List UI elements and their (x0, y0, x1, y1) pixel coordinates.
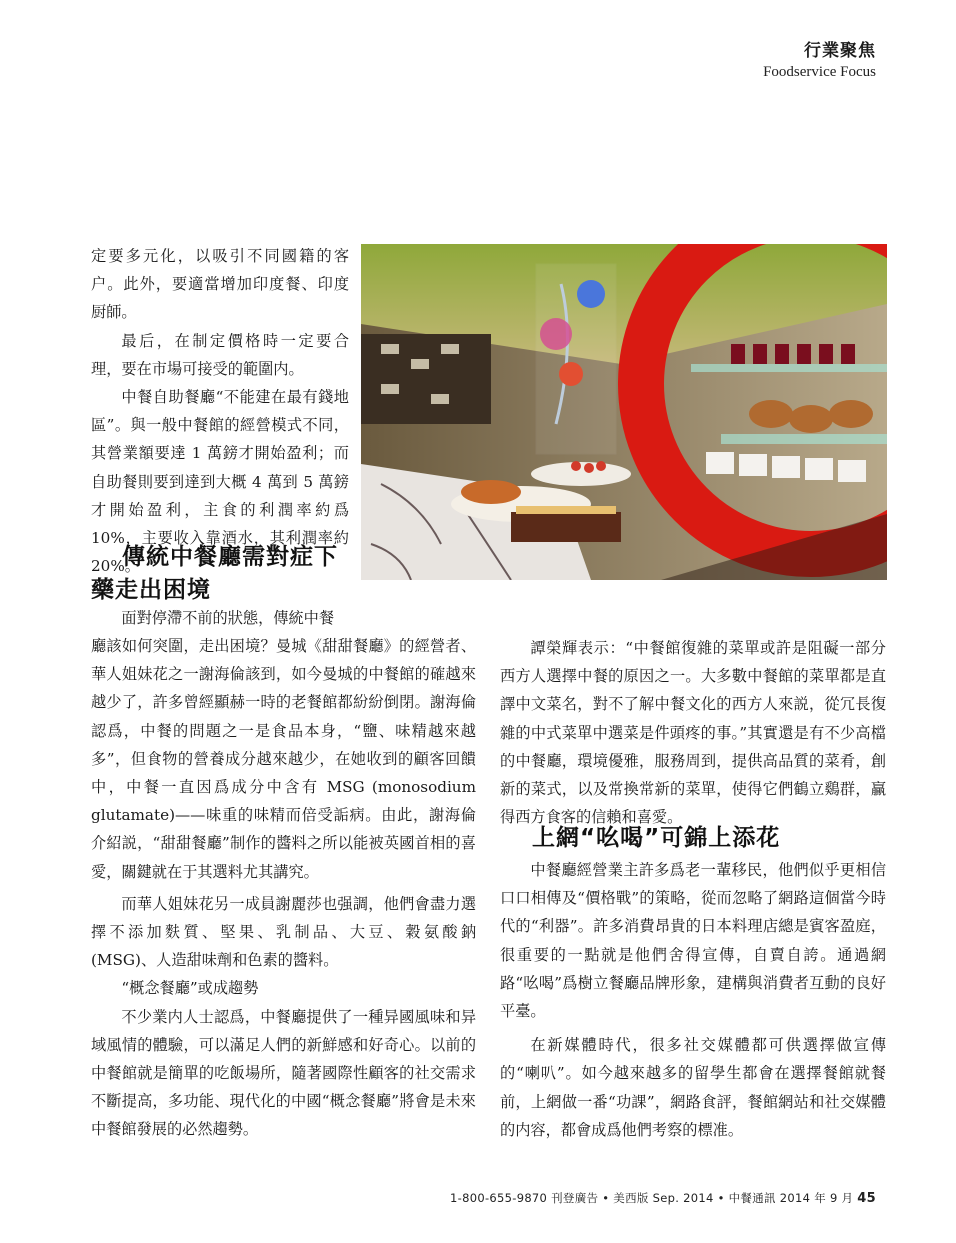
page-footer (450, 1190, 876, 1206)
right-column-top (500, 634, 886, 831)
paragraph: 譚榮輝表示：“中餐館復雜的菜單或許是阻礙一部分西方人選擇中餐的原因之一。大多數中餐館的菜單都是直譯中文菜名，對不了解中餐文化的西方人來説，從冗長復雜的中式菜單中選菜是件頭疼的事。”其實還是有不少高檔的中餐廳，環境優雅，服務周到，提供高品質的菜肴，創新的菜式，以及常換常新的菜單，使得它們鶴立鷄群，贏得西方食客的信賴和喜愛。 (500, 639, 886, 827)
paragraph: 不少業内人士認爲，中餐廳提供了一種异國風味和异域風情的體驗，可以滿足人們的新鮮感和好奇心。以前的中餐館就是簡單的吃飯場所，隨著國際性顧客的社交需求不斷提高，多功能、現代化的中國“概念餐廳”將會是未來中餐館發展的必然趨勢。 (91, 1007, 476, 1139)
section-heading-1-line2: 藥走出困境 (91, 577, 211, 603)
restaurant-photo (361, 244, 887, 580)
paragraph: 中餐廳經營業主許多爲老一輩移民，他們似乎更相信口口相傳及“價格戰”的策略，從而忽略了網路這個當今時代的“利器”。許多消費昂貴的日本料理店總是賓客盈庭，很重要的一點就是他們舍得宣傳，自賣自誇。通過網路“吆喝”爲樹立餐廳品牌形象，建構與消費者互動的良好平臺。 (500, 861, 886, 1021)
section-heading-1-line1: 傳統中餐廳需對症下 (122, 544, 338, 570)
paragraph: 而華人姐妹花另一成員謝麗莎也强調，他們會盡力選擇不添加麩質、堅果、乳制品、大豆、穀氨酸鈉 (MSG)、人造甜味劑和色素的醬料。 (91, 894, 476, 970)
paragraph: 在新媒體時代，很多社交媒體都可供選擇做宣傳的“喇叭”。如今越來越多的留學生都會在選擇餐館就餐前，上網做一番“功課”，網路食評，餐館網站和社交媒體的内容，都會成爲他們考察的標准。 (500, 1036, 886, 1139)
paragraph-start: 面對停滯不前的狀態，傳統中餐 (121, 609, 335, 627)
paragraph: 最后，在制定價格時一定要合理，要在市場可接受的範圍内。 (91, 331, 349, 378)
left-column-bottom (91, 632, 476, 1144)
paragraph: 中餐自助餐廳“不能建在最有錢地區”。與一般中餐館的經營模式不同，其營業額要達 1 萬鎊才開始盈利；而自助餐則要到達到大概 4 萬到 5 萬鎊才開始盈利，主食的利潤率約爲 10%，主要收入靠酒水，其利潤率約 20%。 (91, 388, 349, 576)
section-title-zh: 行業聚焦 (804, 41, 876, 61)
left-column-top (91, 242, 349, 580)
subheading: “概念餐廳”或成趨勢 (121, 979, 259, 998)
page-number: 45 (857, 1191, 876, 1206)
left-column-mid (91, 604, 354, 632)
section-heading-2: 上網“吆喝”可錦上添花 (532, 825, 781, 851)
right-column-bottom (500, 856, 886, 1144)
paragraph: 定要多元化，以吸引不同國籍的客户。此外，要適當增加印度餐、印度厨師。 (91, 247, 349, 322)
section-title-en: Foodservice Focus (763, 64, 876, 80)
footer-text: 1-800-655-9870 刊登廣告 • 美西版 Sep. 2014 • 中餐通訊 2014 年 9 月 (450, 1191, 854, 1205)
paragraph: 廳該如何突圍，走出困境？曼城《甜甜餐廳》的經營者、華人姐妹花之一謝海倫該到，如今曼城的中餐館的確越來越少了，許多曾經顯赫一時的老餐館都紛紛倒閉。謝海倫認爲，中餐的問題之一是食品本身，“鹽、味精越來越多”，但食物的營養成分越來越少，在她收到的顧客回饋中，中餐一直因爲成分中含有 MSG (monosodium glutamate)——味重的味精而倍受詬病。由此，謝海倫介紹説，“甜甜餐廳”制作的醬料之所以能被英國首相的喜愛，關鍵就在于其選料尤其講究。 (91, 637, 476, 881)
